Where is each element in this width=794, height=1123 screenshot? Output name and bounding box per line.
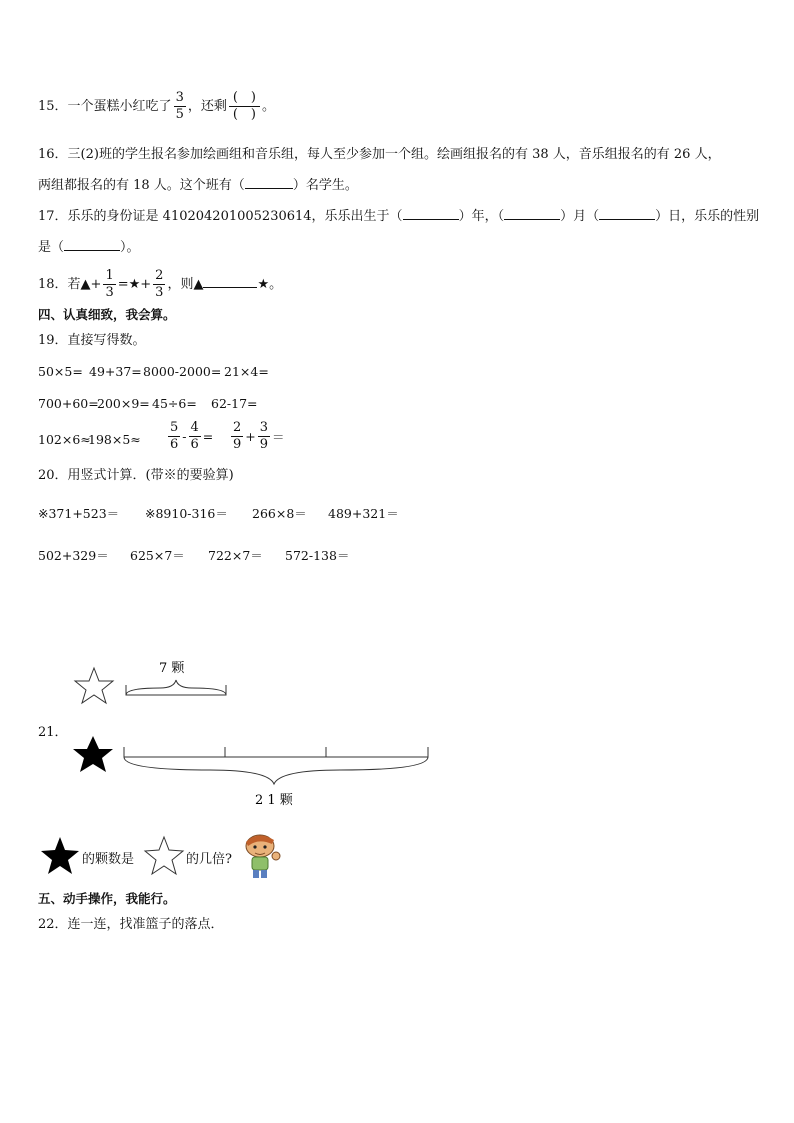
q17-text-f: ）。 xyxy=(120,240,140,255)
cartoon-boy-icon xyxy=(238,830,284,880)
bottom-segments xyxy=(124,747,428,757)
q16-answer-blank[interactable] xyxy=(245,176,293,189)
q20-r1-c3: 266×8＝ xyxy=(252,506,307,521)
q19-f1-num: 5 xyxy=(170,420,179,435)
q15-fraction xyxy=(174,90,186,123)
outline-star-icon xyxy=(75,668,113,703)
q18-text-b: =★+ xyxy=(117,277,152,292)
q19-f4-den: 9 xyxy=(259,437,269,452)
q16-line1: 16．三(2)班的学生报名参加绘画组和音乐组，每人至少参加一个组。绘画组报名的有 38 人，音乐组报名的有 26 人， xyxy=(38,147,721,162)
section5-heading: 五、动手操作，我能行。 xyxy=(38,891,176,906)
q20-r2-c3: 722×7＝ xyxy=(208,548,263,563)
q20-r1-c2: ※8910-316＝ xyxy=(145,506,228,521)
q15-blank-den: ( ) xyxy=(229,106,260,123)
q18-text-c: ，则▲ xyxy=(167,277,204,292)
q18-fraction-2 xyxy=(153,268,165,301)
q21-figure xyxy=(60,650,460,820)
q20-title: 20．用竖式计算．(带※的要验算) xyxy=(38,468,234,483)
bottom-brace xyxy=(124,757,428,784)
q19-r1-c4: 21×4= xyxy=(224,364,269,379)
q17-text-d: ）日，乐乐的性别 xyxy=(655,209,760,224)
q21-number: 21． xyxy=(38,725,68,740)
q19-r1-c3: 8000-2000= xyxy=(143,364,222,379)
q15-text-c: 。 xyxy=(262,99,276,114)
q17-gender-blank[interactable] xyxy=(64,238,120,251)
q18-text-a: 18．若▲+ xyxy=(38,277,102,292)
q19-f2-eq: = xyxy=(202,429,214,444)
q17-month-blank[interactable] xyxy=(504,207,560,220)
section4-heading: 四、认真细致，我会算。 xyxy=(38,307,176,322)
q21-question-text-b: 的几倍? xyxy=(186,852,232,867)
q20-r1-c4: 489+321＝ xyxy=(328,506,399,521)
q17-line2 xyxy=(38,238,140,257)
q16-text-b: ）名学生。 xyxy=(292,178,358,193)
q17-text-e: 是（ xyxy=(38,240,65,255)
q17-text-b: ）年，（ xyxy=(458,209,505,224)
q20-r1-c1: ※371+523＝ xyxy=(38,506,120,521)
q15-frac-den: 5 xyxy=(175,107,184,122)
q15 xyxy=(38,90,275,123)
q19-f4-eq: ＝ xyxy=(272,429,285,445)
q22-text: 22．连一连，找准篮子的落点． xyxy=(38,917,224,932)
q19-f2-num: 4 xyxy=(190,420,199,435)
q19-r2-c3: 45÷6= xyxy=(152,396,197,411)
q19-r2-c1: 700+60= xyxy=(38,396,99,411)
q18-text-d: ★。 xyxy=(257,277,283,292)
q18 xyxy=(38,268,282,301)
q16-text-a: 两组都报名的有 18 人。这个班有（ xyxy=(38,178,245,193)
filled-star-icon xyxy=(73,736,113,772)
q19-fraction-expr-2 xyxy=(229,420,285,453)
q15-text: 一个蛋糕小红吃了 xyxy=(67,99,172,114)
q19-r1-c2: 49+37= xyxy=(89,364,142,379)
q19-r1-c1: 50×5= xyxy=(38,364,83,379)
q19-f3-op: + xyxy=(245,429,256,444)
q21-label-bottom: 2 1 颗 xyxy=(255,793,293,808)
q19-f3-den: 9 xyxy=(233,437,242,452)
q19-r3-c1: 102×6≈ xyxy=(38,432,91,447)
q17-text-a: 17．乐乐的身份证是 410204201005230614，乐乐出生于（ xyxy=(38,209,403,224)
q21-label-top: 7 颗 xyxy=(159,661,185,676)
q15-frac-num: 3 xyxy=(175,90,184,105)
q15-blank-num: ( ) xyxy=(232,90,257,105)
q17-text-c: ）月（ xyxy=(560,209,600,224)
q19-title: 19．直接写得数。 xyxy=(38,333,146,348)
q17-year-blank[interactable] xyxy=(403,207,459,220)
q19-r3-c2: 198×5≈ xyxy=(88,432,141,447)
q18-frac1-den: 3 xyxy=(105,285,114,300)
q15-answer-fraction[interactable] xyxy=(229,90,260,123)
q19-f1-den: 6 xyxy=(170,437,179,452)
q19-f1-op: - xyxy=(182,429,187,444)
q19-r2-c2: 200×9= xyxy=(97,396,150,411)
q15-text-b: ，还剩 xyxy=(187,99,227,114)
q17-day-blank[interactable] xyxy=(599,207,655,220)
q18-frac2-num: 2 xyxy=(155,268,164,283)
q17-line1 xyxy=(38,207,759,226)
q16-line2 xyxy=(38,176,358,195)
outline-star-small-icon xyxy=(142,834,186,878)
q20-r2-c4: 572-138＝ xyxy=(285,548,350,563)
q20-r2-c2: 625×7＝ xyxy=(130,548,185,563)
filled-star-small-icon xyxy=(38,834,82,878)
q21-question-text-a: 的颗数是 xyxy=(82,852,135,867)
top-brace xyxy=(126,680,226,695)
q20-r2-c1: 502+329＝ xyxy=(38,548,109,563)
q19-f2-den: 6 xyxy=(190,437,199,452)
q19-fraction-expr-1 xyxy=(166,420,213,453)
q19-f3-num: 2 xyxy=(233,420,242,435)
q19-r2-c4: 62-17= xyxy=(211,396,258,411)
q18-answer-blank[interactable] xyxy=(203,275,257,288)
q18-frac2-den: 3 xyxy=(155,285,164,300)
q18-frac1-num: 1 xyxy=(105,268,114,283)
q19-f4-num: 3 xyxy=(259,420,269,435)
q18-fraction-1 xyxy=(103,268,115,301)
q15-number: 15． xyxy=(38,99,68,114)
